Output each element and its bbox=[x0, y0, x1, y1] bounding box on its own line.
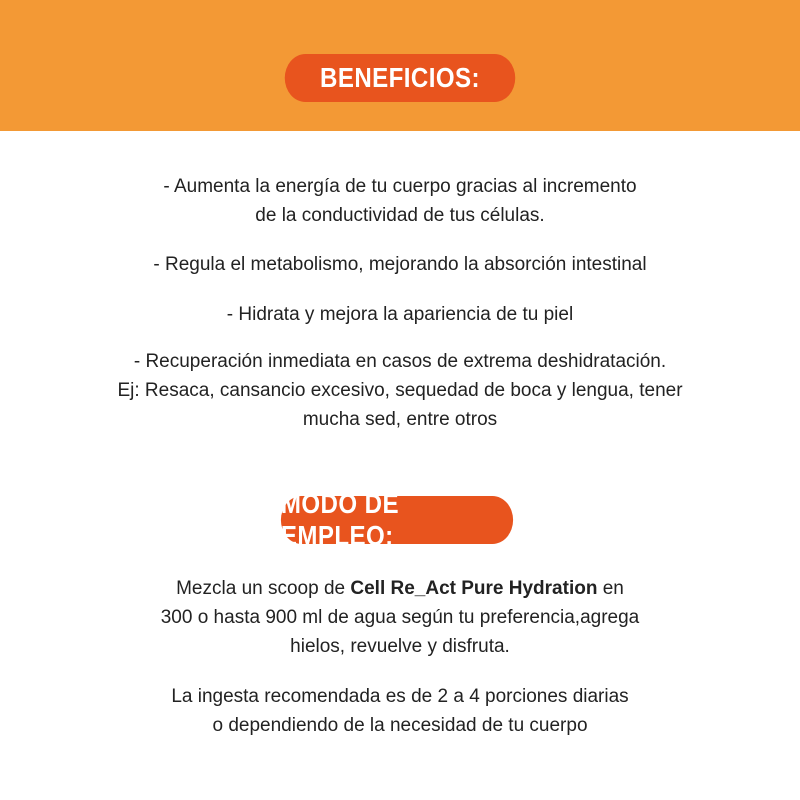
usage-prefix: Mezcla un scoop de bbox=[176, 578, 351, 599]
usage-dosage bbox=[90, 682, 710, 740]
benefit-item-energy bbox=[90, 172, 710, 230]
product-name: Cell Re_Act Pure Hydration bbox=[350, 578, 598, 599]
usage-dosage-line2: o dependiendo de la necesidad de tu cuerpo bbox=[212, 715, 588, 736]
usage-dosage-line1: La ingesta recomendada es de 2 a 4 porciones diarias bbox=[171, 686, 629, 707]
usage-heading: MODO DE EMPLEO: bbox=[281, 496, 513, 544]
benefit-item-metabolism bbox=[90, 250, 710, 279]
usage-instructions-line2: 300 o hasta 900 ml de agua según tu preferencia,agrega bbox=[160, 607, 640, 628]
usage-suffix: en bbox=[597, 578, 624, 599]
benefit-item-recovery-line2: Ej: Resaca, cansancio excesivo, sequedad de boca y lengua, tener bbox=[117, 380, 683, 401]
benefit-item-skin bbox=[90, 300, 710, 329]
benefit-item-recovery-line3: mucha sed, entre otros bbox=[302, 409, 498, 430]
usage-instructions-line1 bbox=[90, 574, 710, 603]
benefit-item-recovery bbox=[90, 347, 710, 434]
usage-instructions-line3: hielos, revuelve y disfruta. bbox=[290, 636, 510, 657]
benefit-item-recovery-line1: - Recuperación inmediata en casos de extrema deshidratación. bbox=[133, 351, 667, 372]
benefit-item-skin-text: - Hidrata y mejora la apariencia de tu piel bbox=[226, 304, 574, 325]
benefit-item-energy-line1: - Aumenta la energía de tu cuerpo gracias al incremento bbox=[163, 176, 637, 197]
benefit-item-metabolism-text: - Regula el metabolismo, mejorando la absorción intestinal bbox=[153, 254, 647, 275]
benefits-heading: BENEFICIOS: bbox=[285, 54, 515, 102]
usage-instructions bbox=[90, 574, 710, 661]
benefit-item-energy-line2: de la conductividad de tus células. bbox=[255, 205, 545, 226]
